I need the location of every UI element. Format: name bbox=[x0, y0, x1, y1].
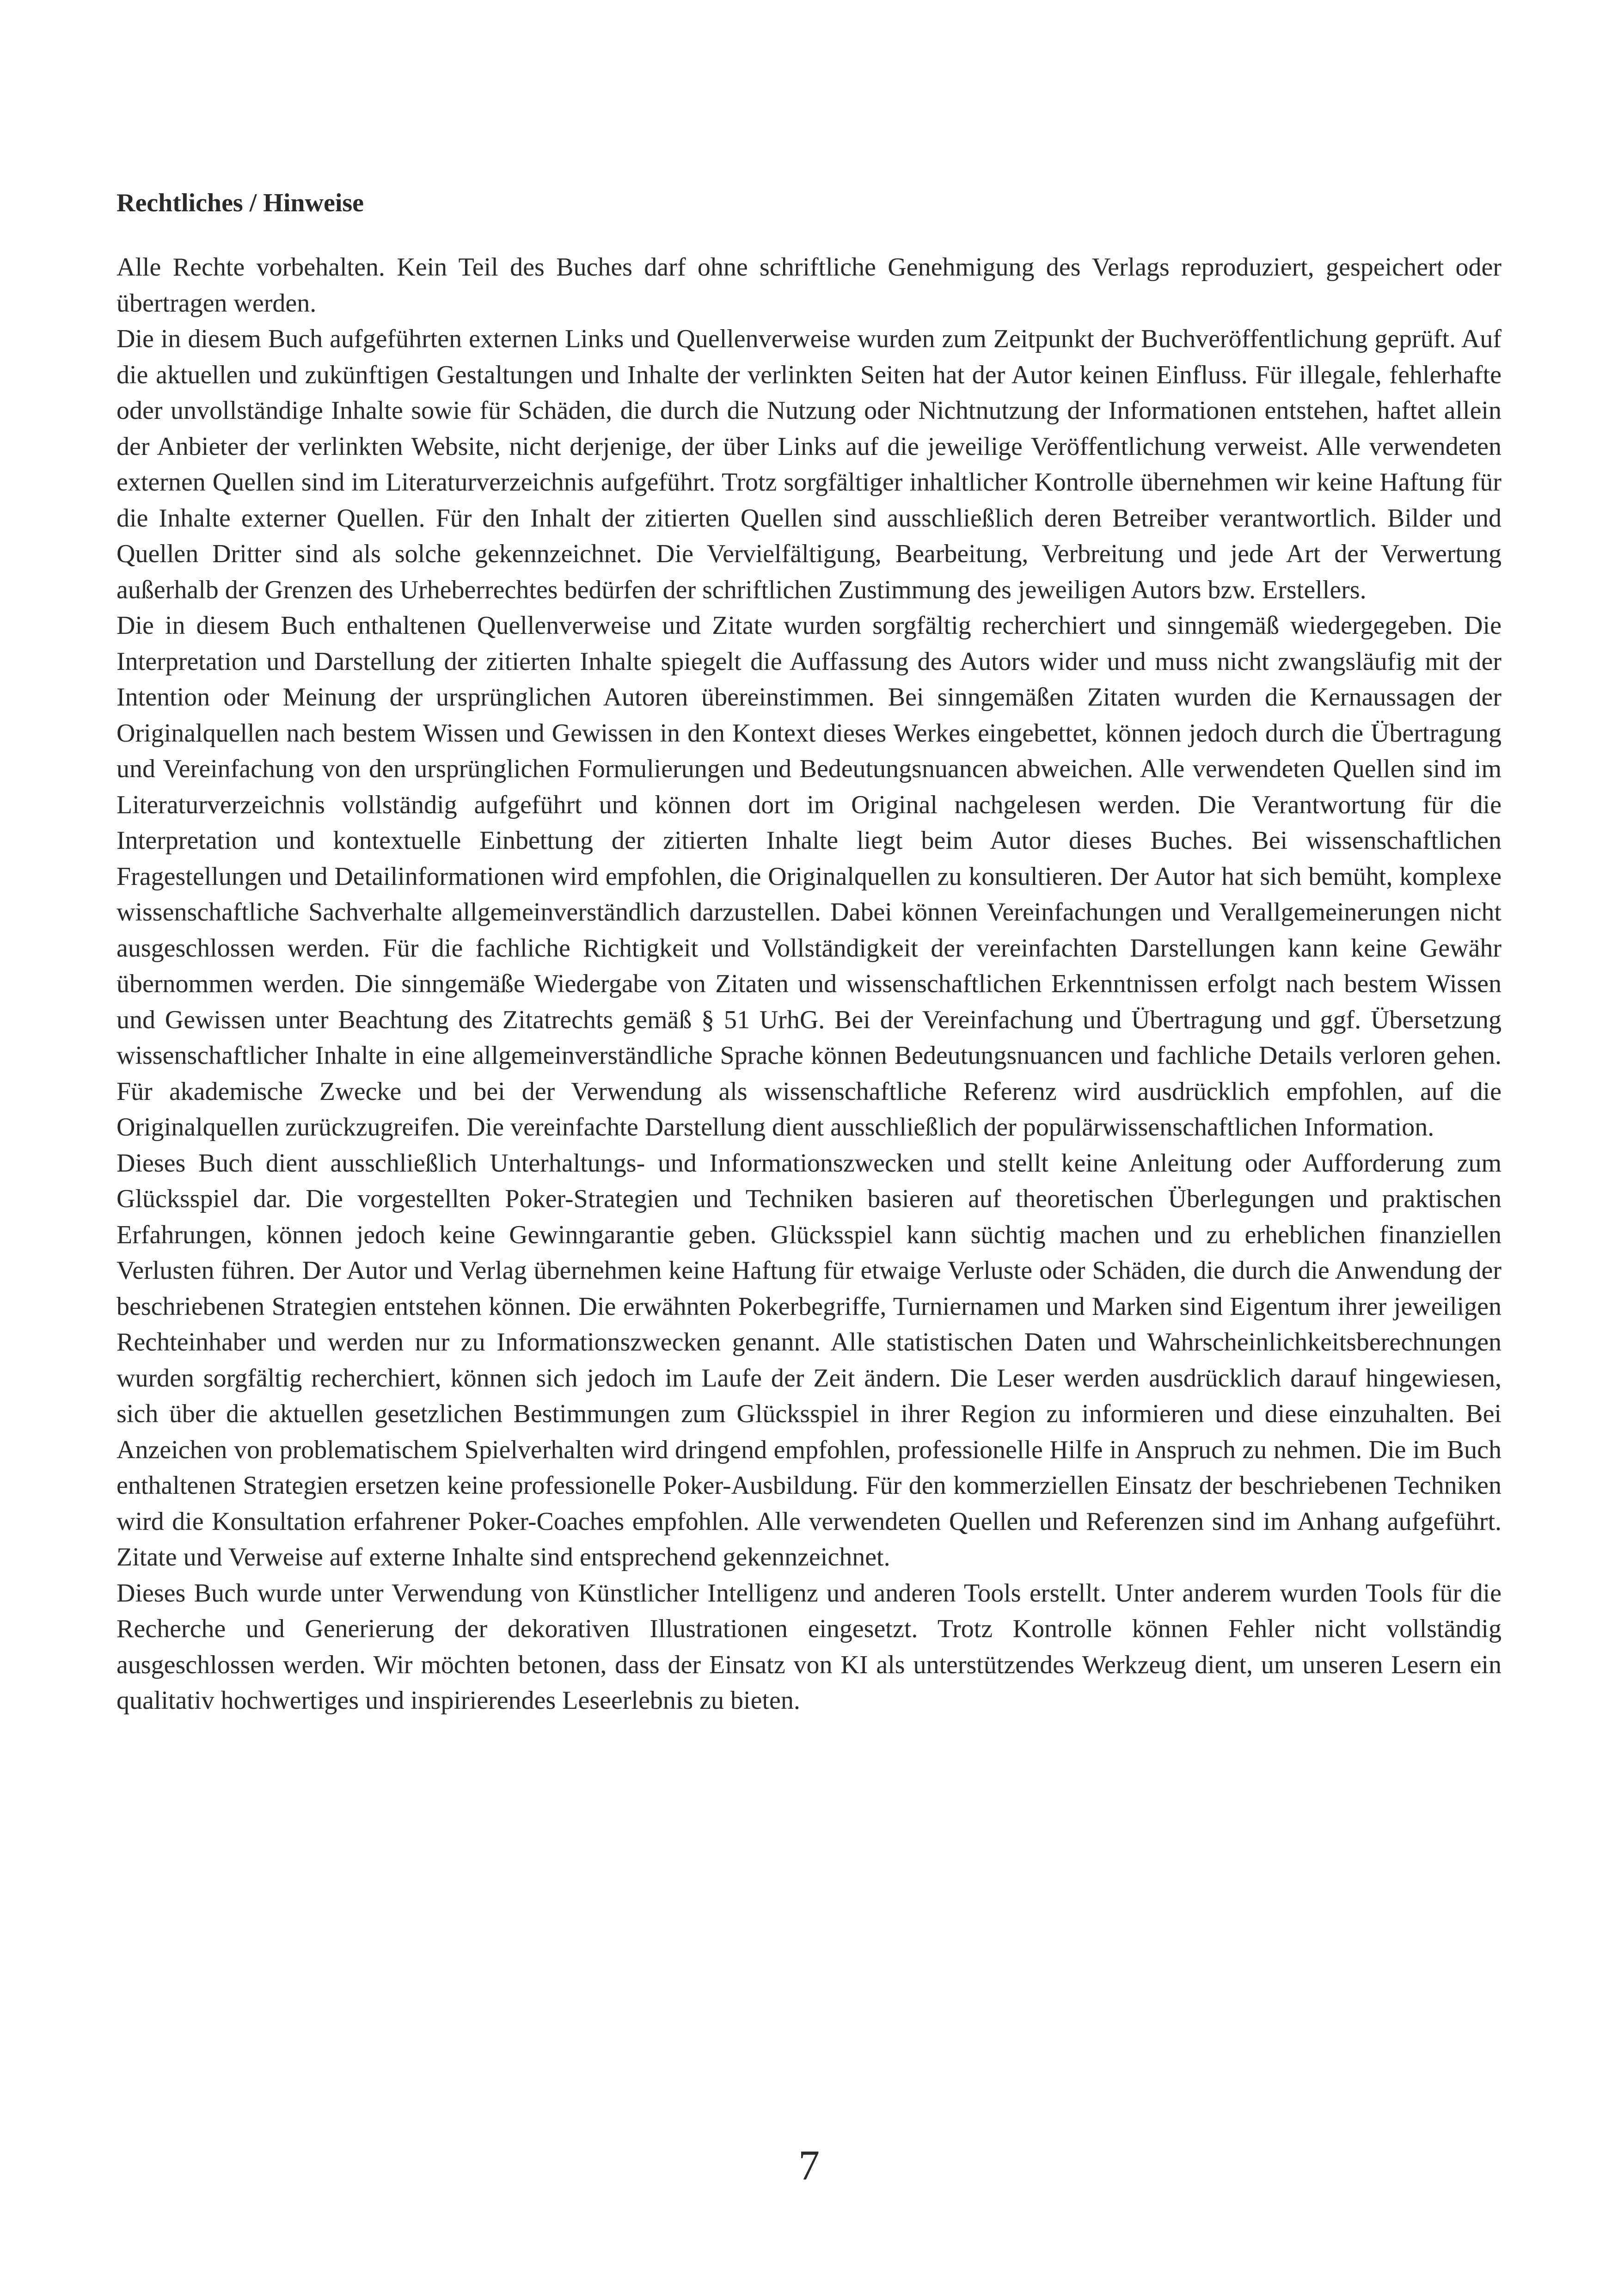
paragraph-gambling-disclaimer: Dieses Buch dient ausschließlich Unterhaltungs- und Informationszwecken und stellt keine Anleitung oder Aufforderung zum Glücksspiel dar. Die vorgestellten Poker-Strategien und Techniken basieren auf theoretischen Überlegungen und praktischen Erfahrungen, können jedoch keine Gewinngarantie geben. Glücksspiel kann süchtig machen und zu erheblichen finanziellen Verlusten führen. Der Autor und Verlag übernehmen keine Haftung für etwaige Verluste oder Schäden, die durch die Anwendung der beschriebenen Strategien entstehen können. Die erwähnten Pokerbegriffe, Turniernamen und Marken sind Eigentum ihrer jeweiligen Rechteinhaber und werden nur zu Informationszwecken genannt. Alle statistischen Daten und Wahrscheinlichkeitsberechnungen wurden sorgfältig recherchiert, können sich jedoch im Laufe der Zeit ändern. Die Leser werden ausdrücklich darauf hingewiesen, sich über die aktuellen gesetzlichen Bestimmungen zum Glücksspiel in ihrer Region zu informieren und diese einzuhalten. Bei Anzeichen von problematischem Spielverhalten wird dringend empfohlen, professionelle Hilfe in Anspruch zu nehmen. Die im Buch enthaltenen Strategien ersetzen keine professionelle Poker-Ausbildung. Für den kommerziellen Einsatz der beschriebenen Techniken wird die Konsultation erfahrener Poker-Coaches empfohlen. Alle verwendeten Quellen und Referenzen sind im Anhang aufgeführt. Zitate und Verweise auf externe Inhalte sind entsprechend gekennzeichnet. bbox=[116, 1148, 1502, 1572]
paragraph-citations: Die in diesem Buch enthaltenen Quellenverweise und Zitate wurden sorgfältig recherchiert und sinngemäß wiedergegeben. Die Interpretation und Darstellung der zitierten Inhalte spiegelt die Auffassung des Autors wider und muss nicht zwangsläufig mit der Intention oder Meinung der ursprünglichen Autoren übereinstimmen. Bei sinngemäßen Zitaten wurden die Kernaussagen der Originalquellen nach bestem Wissen und Gewissen in den Kontext dieses Werkes eingebettet, können jedoch durch die Übertragung und Vereinfachung von den ursprünglichen Formulierungen und Bedeutungsnuancen abweichen. Alle verwendeten Quellen sind im Literaturverzeichnis vollständig aufgeführt und können dort im Original nachgelesen werden. Die Verantwortung für die Interpretation und kontextuelle Einbettung der zitierten Inhalte liegt beim Autor dieses Buches. Bei wissenschaftlichen Fragestellungen und Detailinformationen wird empfohlen, die Originalquellen zu konsultieren. Der Autor hat sich bemüht, komplexe wissenschaftliche Sachverhalte allgemeinverständlich darzustellen. Dabei können Vereinfachungen und Verallgemeinerungen nicht ausgeschlossen werden. Für die fachliche Richtigkeit und Vollständigkeit der vereinfachten Darstellungen kann keine Gewähr übernommen werden. Die sinngemäße Wiedergabe von Zitaten und wissenschaftlichen Erkenntnissen erfolgt nach bestem Wissen und Gewissen unter Beachtung des Zitatrechts gemäß § 51 UrhG. Bei der Vereinfachung und Übertragung und ggf. Übersetzung wissenschaftlicher Inhalte in eine allgemeinverständliche Sprache können Bedeutungsnuancen und fachliche Details verloren gehen. Für akademische Zwecke und bei der Verwendung als wissenschaftliche Referenz wird ausdrücklich empfohlen, auf die Originalquellen zurückzugreifen. Die vereinfachte Darstellung dient ausschließlich der populärwissenschaftlichen Information. bbox=[116, 611, 1502, 1142]
section-heading: Rechtliches / Hinweise bbox=[116, 189, 364, 217]
paragraph-copyright: Alle Rechte vorbehalten. Kein Teil des Buches darf ohne schriftliche Genehmigung des Verlags reproduziert, gespeichert oder übertragen werden. bbox=[116, 253, 1502, 318]
page-content bbox=[116, 185, 1502, 1719]
paragraph-ai-notice: Dieses Buch wurde unter Verwendung von Künstlicher Intelligenz und anderen Tools erstellt. Unter anderem wurden Tools für die Recherche und Generierung der dekorativen Illustrationen eingesetzt. Trotz Kontrolle können Fehler nicht vollständig ausgeschlossen werden. Wir möchten betonen, dass der Einsatz von KI als unterstützendes Werkzeug dient, um unseren Lesern ein qualitativ hochwertiges und inspirierendes Leseerlebnis zu bieten. bbox=[116, 1578, 1502, 1715]
paragraph-external-links: Die in diesem Buch aufgeführten externen Links und Quellenverweise wurden zum Zeitpunkt der Buchveröffentlichung geprüft. Auf die aktuellen und zukünftigen Gestaltungen und Inhalte der verlinkten Seiten hat der Autor keinen Einfluss. Für illegale, fehlerhafte oder unvollständige Inhalte sowie für Schäden, die durch die Nutzung oder Nichtnutzung der Informationen entstehen, haftet allein der Anbieter der verlinkten Website, nicht derjenige, der über Links auf die jeweilige Veröffentlichung verweist. Alle verwendeten externen Quellen sind im Literaturverzeichnis aufgeführt. Trotz sorgfältiger inhaltlicher Kontrolle übernehmen wir keine Haftung für die Inhalte externer Quellen. Für den Inhalt der zitierten Quellen sind ausschließlich deren Betreiber verantwortlich. Bilder und Quellen Dritter sind als solche gekennzeichnet. Die Vervielfältigung, Bearbeitung, Verbreitung und jede Art der Verwertung außerhalb der Grenzen des Urheberrechtes bedürfen der schriftlichen Zustimmung des jeweiligen Autors bzw. Erstellers. bbox=[116, 325, 1502, 604]
page-number: 7 bbox=[798, 2142, 820, 2189]
